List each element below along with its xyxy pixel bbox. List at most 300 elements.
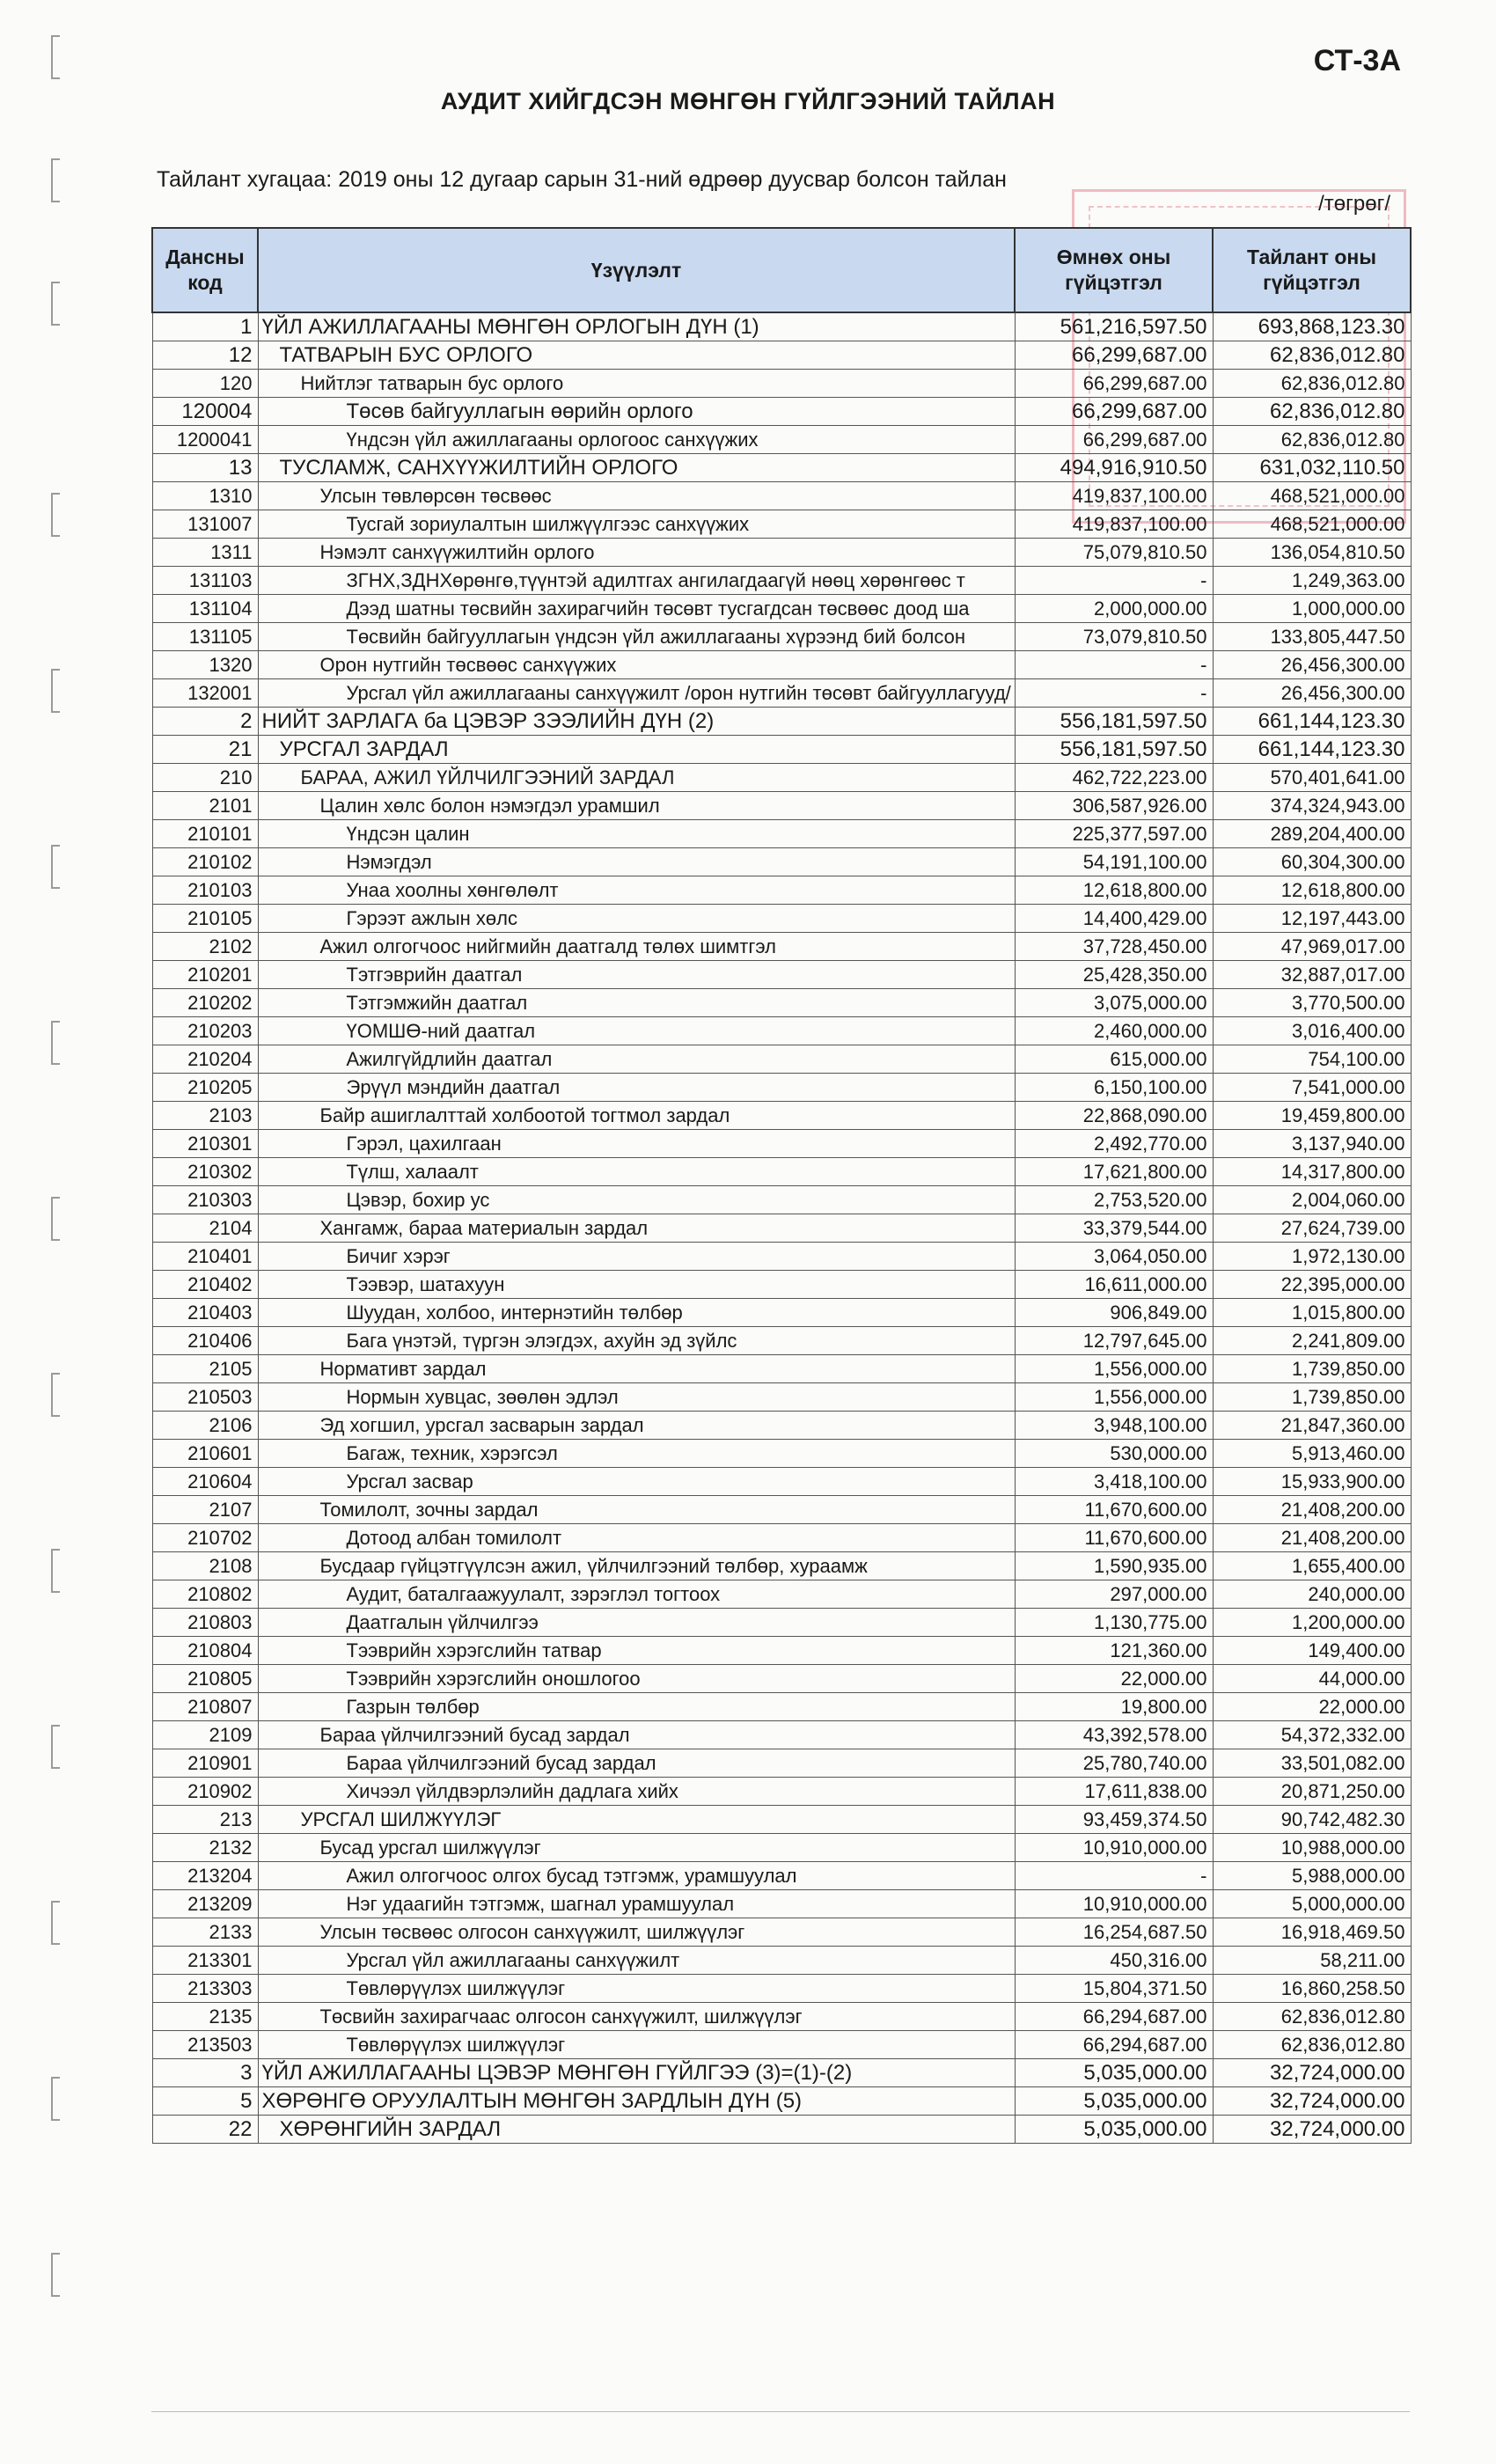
row-name: Ажилгүйдлийн даатгал	[258, 1045, 1015, 1074]
row-name: Төсвийн захирагчаас олгосон санхүүжилт, шилжүүлэг	[258, 2003, 1015, 2031]
row-code: 210101	[152, 820, 258, 848]
row-code: 2105	[152, 1355, 258, 1383]
row-code: 210205	[152, 1074, 258, 1102]
row-name: Тэтгэмжийн даатгал	[258, 989, 1015, 1017]
row-current-value: 1,000,000.00	[1213, 595, 1411, 623]
row-previous-value: 11,670,600.00	[1015, 1496, 1213, 1524]
row-code: 210301	[152, 1130, 258, 1158]
row-current-value: 26,456,300.00	[1213, 651, 1411, 679]
row-code: 2101	[152, 792, 258, 820]
table-header-row	[152, 228, 1411, 312]
row-current-value: 3,770,500.00	[1213, 989, 1411, 1017]
row-code: 210902	[152, 1778, 258, 1806]
table-row	[152, 2031, 1411, 2059]
row-previous-value: 3,064,050.00	[1015, 1243, 1213, 1271]
row-code: 213	[152, 1806, 258, 1834]
table-row	[152, 1749, 1411, 1778]
row-name: Хичээл үйлдвэрлэлийн дадлага хийх	[258, 1778, 1015, 1806]
row-name: Нэмэлт санхүүжилтийн орлого	[258, 539, 1015, 567]
row-name: Дотоод албан томилолт	[258, 1524, 1015, 1552]
row-name: НИЙТ ЗАРЛАГА ба ЦЭВЭР ЗЭЭЛИЙН ДҮН (2)	[258, 708, 1015, 736]
row-name: БАРАА, АЖИЛ ҮЙЛЧИЛГЭЭНИЙ ЗАРДАЛ	[258, 764, 1015, 792]
row-previous-value: 556,181,597.50	[1015, 708, 1213, 736]
currency-unit: /төгрөг/	[1318, 192, 1390, 216]
row-name: Орон нутгийн төсвөөс санхүүжих	[258, 651, 1015, 679]
row-code: 2108	[152, 1552, 258, 1580]
row-name: УРСГАЛ ШИЛЖҮҮЛЭГ	[258, 1806, 1015, 1834]
row-name: Гэрэл, цахилгаан	[258, 1130, 1015, 1158]
row-previous-value: 15,804,371.50	[1015, 1975, 1213, 2003]
row-name: Бичиг хэрэг	[258, 1243, 1015, 1271]
row-name: Газрын төлбөр	[258, 1693, 1015, 1721]
table-row	[152, 1327, 1411, 1355]
table-row	[152, 1778, 1411, 1806]
row-current-value: 133,805,447.50	[1213, 623, 1411, 651]
table-row	[152, 1017, 1411, 1045]
table-row	[152, 1580, 1411, 1609]
row-previous-value: 419,837,100.00	[1015, 510, 1213, 539]
row-code: 210105	[152, 905, 258, 933]
table-row	[152, 1693, 1411, 1721]
row-code: 2135	[152, 2003, 258, 2031]
row-previous-value: 225,377,597.00	[1015, 820, 1213, 848]
row-previous-value: 494,916,910.50	[1015, 454, 1213, 482]
table-row	[152, 1440, 1411, 1468]
row-name: Үндсэн үйл ажиллагааны орлогоос санхүүжих	[258, 426, 1015, 454]
row-previous-value: 1,556,000.00	[1015, 1383, 1213, 1412]
row-code: 131103	[152, 567, 258, 595]
row-previous-value: 3,075,000.00	[1015, 989, 1213, 1017]
table-row	[152, 1355, 1411, 1383]
row-current-value: 661,144,123.30	[1213, 736, 1411, 764]
row-current-value: 26,456,300.00	[1213, 679, 1411, 708]
row-previous-value: 93,459,374.50	[1015, 1806, 1213, 1834]
row-current-value: 32,724,000.00	[1213, 2087, 1411, 2116]
row-previous-value: -	[1015, 567, 1213, 595]
row-name: Бусад урсгал шилжүүлэг	[258, 1834, 1015, 1862]
row-current-value: 3,137,940.00	[1213, 1130, 1411, 1158]
row-name: Цалин хөлс болон нэмэгдэл урамшил	[258, 792, 1015, 820]
row-previous-value: 12,797,645.00	[1015, 1327, 1213, 1355]
row-previous-value: -	[1015, 679, 1213, 708]
row-previous-value: 66,299,687.00	[1015, 341, 1213, 370]
table-row	[152, 708, 1411, 736]
row-code: 1311	[152, 539, 258, 567]
table-row	[152, 1214, 1411, 1243]
row-code: 1310	[152, 482, 258, 510]
row-name: ҮЙЛ АЖИЛЛАГААНЫ ЦЭВЭР МӨНГӨН ГҮЙЛГЭЭ (3)=(1)-(2)	[258, 2059, 1015, 2087]
row-name: Бага үнэтэй, түргэн элэгдэх, ахуйн эд зүйлс	[258, 1327, 1015, 1355]
row-code: 2	[152, 708, 258, 736]
col-header-current-year: Тайлант оны гүйцэтгэл	[1213, 228, 1411, 312]
row-previous-value: 3,948,100.00	[1015, 1412, 1213, 1440]
row-current-value: 1,739,850.00	[1213, 1355, 1411, 1383]
row-previous-value: 22,000.00	[1015, 1665, 1213, 1693]
table-row	[152, 961, 1411, 989]
row-code: 132001	[152, 679, 258, 708]
row-current-value: 22,000.00	[1213, 1693, 1411, 1721]
row-current-value: 5,000,000.00	[1213, 1890, 1411, 1918]
table-row	[152, 1890, 1411, 1918]
table-row	[152, 1412, 1411, 1440]
row-current-value: 136,054,810.50	[1213, 539, 1411, 567]
row-code: 210204	[152, 1045, 258, 1074]
row-previous-value: 22,868,090.00	[1015, 1102, 1213, 1130]
table-row	[152, 933, 1411, 961]
row-current-value: 60,304,300.00	[1213, 848, 1411, 876]
table-row	[152, 482, 1411, 510]
row-current-value: 62,836,012.80	[1213, 398, 1411, 426]
row-previous-value: 25,428,350.00	[1015, 961, 1213, 989]
row-current-value: 62,836,012.80	[1213, 341, 1411, 370]
row-code: 120	[152, 370, 258, 398]
row-code: 1320	[152, 651, 258, 679]
table-row	[152, 398, 1411, 426]
row-previous-value: 14,400,429.00	[1015, 905, 1213, 933]
row-name: Төвлөрүүлэх шилжүүлэг	[258, 2031, 1015, 2059]
row-previous-value: 66,294,687.00	[1015, 2031, 1213, 2059]
table-row	[152, 1074, 1411, 1102]
report-period: Тайлант хугацаа: 2019 оны 12 дугаар сарын 31-ний өдрөөр дуусвар болсон тайлан	[157, 167, 1007, 192]
row-previous-value: 1,556,000.00	[1015, 1355, 1213, 1383]
row-current-value: 16,918,469.50	[1213, 1918, 1411, 1947]
table-row	[152, 623, 1411, 651]
row-name: УРСГАЛ ЗАРДАЛ	[258, 736, 1015, 764]
row-name: Тээврийн хэрэгслийн татвар	[258, 1637, 1015, 1665]
row-name: Тусгай зориулалтын шилжүүлгээс санхүүжих	[258, 510, 1015, 539]
row-previous-value: 16,254,687.50	[1015, 1918, 1213, 1947]
row-name: ТАТВАРЫН БУС ОРЛОГО	[258, 341, 1015, 370]
row-code: 3	[152, 2059, 258, 2087]
row-previous-value: 11,670,600.00	[1015, 1524, 1213, 1552]
row-previous-value: 66,299,687.00	[1015, 370, 1213, 398]
table-row	[152, 1496, 1411, 1524]
cash-flow-table	[151, 227, 1412, 2144]
row-current-value: 149,400.00	[1213, 1637, 1411, 1665]
row-previous-value: 33,379,544.00	[1015, 1214, 1213, 1243]
row-current-value: 289,204,400.00	[1213, 820, 1411, 848]
row-name: ЗГНХ,ЗДНХөрөнгө,түүнтэй адилтгах ангилагдаагүй нөөц хөрөнгөөс т	[258, 567, 1015, 595]
row-previous-value: 19,800.00	[1015, 1693, 1213, 1721]
row-code: 131007	[152, 510, 258, 539]
row-name: Даатгалын үйлчилгээ	[258, 1609, 1015, 1637]
row-current-value: 468,521,000.00	[1213, 482, 1411, 510]
row-name: Томилолт, зочны зардал	[258, 1496, 1015, 1524]
row-current-value: 3,016,400.00	[1213, 1017, 1411, 1045]
table-row	[152, 792, 1411, 820]
row-previous-value: 43,392,578.00	[1015, 1721, 1213, 1749]
row-current-value: 1,739,850.00	[1213, 1383, 1411, 1412]
table-row	[152, 764, 1411, 792]
row-code: 131104	[152, 595, 258, 623]
row-previous-value: 1,130,775.00	[1015, 1609, 1213, 1637]
row-name: Төсөв байгууллагын өөрийн орлого	[258, 398, 1015, 426]
row-code: 2133	[152, 1918, 258, 1947]
row-name: Тээврийн хэрэгслийн оношлогоо	[258, 1665, 1015, 1693]
table-row	[152, 1862, 1411, 1890]
row-current-value: 16,860,258.50	[1213, 1975, 1411, 2003]
row-current-value: 1,200,000.00	[1213, 1609, 1411, 1637]
table-row	[152, 1834, 1411, 1862]
row-code: 210805	[152, 1665, 258, 1693]
row-previous-value: 10,910,000.00	[1015, 1834, 1213, 1862]
row-previous-value: 1,590,935.00	[1015, 1552, 1213, 1580]
row-name: Нэмэгдэл	[258, 848, 1015, 876]
row-previous-value: 561,216,597.50	[1015, 312, 1213, 341]
row-current-value: 1,972,130.00	[1213, 1243, 1411, 1271]
report-title: АУДИТ ХИЙГДСЭН МӨНГӨН ГҮЙЛГЭЭНИЙ ТАЙЛАН	[440, 88, 1056, 114]
row-current-value: 12,197,443.00	[1213, 905, 1411, 933]
row-current-value: 2,241,809.00	[1213, 1327, 1411, 1355]
row-code: 210601	[152, 1440, 258, 1468]
row-name: Бараа үйлчилгээний бусад зардал	[258, 1749, 1015, 1778]
row-code: 210901	[152, 1749, 258, 1778]
row-name: Ажил олгогчоос олгох бусад тэтгэмж, урамшуулал	[258, 1862, 1015, 1890]
table-row	[152, 1947, 1411, 1975]
table-row	[152, 1918, 1411, 1947]
table-row	[152, 1524, 1411, 1552]
row-current-value: 20,871,250.00	[1213, 1778, 1411, 1806]
table-row	[152, 1271, 1411, 1299]
row-previous-value: 3,418,100.00	[1015, 1468, 1213, 1496]
table-row	[152, 1975, 1411, 2003]
table-row	[152, 567, 1411, 595]
row-previous-value: 66,294,687.00	[1015, 2003, 1213, 2031]
row-current-value: 90,742,482.30	[1213, 1806, 1411, 1834]
row-current-value: 1,015,800.00	[1213, 1299, 1411, 1327]
table-row	[152, 312, 1411, 341]
table-row	[152, 2116, 1411, 2144]
row-current-value: 62,836,012.80	[1213, 2031, 1411, 2059]
row-code: 1	[152, 312, 258, 341]
row-code: 210503	[152, 1383, 258, 1412]
table-row	[152, 1186, 1411, 1214]
row-name: Төсвийн байгууллагын үндсэн үйл ажиллагааны хүрээнд бий болсон	[258, 623, 1015, 651]
row-current-value: 570,401,641.00	[1213, 764, 1411, 792]
row-current-value: 27,624,739.00	[1213, 1214, 1411, 1243]
row-name: Шуудан, холбоо, интернэтийн төлбөр	[258, 1299, 1015, 1327]
table-row	[152, 1102, 1411, 1130]
row-name: Цэвэр, бохир ус	[258, 1186, 1015, 1214]
page-bottom-edge	[151, 2411, 1410, 2447]
row-current-value: 62,836,012.80	[1213, 370, 1411, 398]
row-current-value: 14,317,800.00	[1213, 1158, 1411, 1186]
row-name: Үндсэн цалин	[258, 820, 1015, 848]
table-row	[152, 651, 1411, 679]
row-current-value: 58,211.00	[1213, 1947, 1411, 1975]
row-current-value: 12,618,800.00	[1213, 876, 1411, 905]
row-current-value: 693,868,123.30	[1213, 312, 1411, 341]
row-current-value: 10,988,000.00	[1213, 1834, 1411, 1862]
binder-holes	[0, 0, 70, 2464]
row-previous-value: 297,000.00	[1015, 1580, 1213, 1609]
row-name: Урсгал үйл ажиллагааны санхүүжилт /орон нутгийн төсөвт байгууллагууд/	[258, 679, 1015, 708]
row-name: Ажил олгогчоос нийгмийн даатгалд төлөх шимтгэл	[258, 933, 1015, 961]
row-code: 210302	[152, 1158, 258, 1186]
row-code: 13	[152, 454, 258, 482]
row-name: Бусдаар гүйцэтгүүлсэн ажил, үйлчилгээний төлбөр, хураамж	[258, 1552, 1015, 1580]
row-code: 210702	[152, 1524, 258, 1552]
row-name: ХӨРӨНГӨ ОРУУЛАЛТЫН МӨНГӨН ЗАРДЛЫН ДҮН (5)	[258, 2087, 1015, 2116]
row-current-value: 44,000.00	[1213, 1665, 1411, 1693]
table-row	[152, 1468, 1411, 1496]
row-previous-value: -	[1015, 651, 1213, 679]
row-name: Хангамж, бараа материалын зардал	[258, 1214, 1015, 1243]
table-row	[152, 1158, 1411, 1186]
table-row	[152, 1721, 1411, 1749]
row-previous-value: 450,316.00	[1015, 1947, 1213, 1975]
row-code: 210303	[152, 1186, 258, 1214]
row-current-value: 5,913,460.00	[1213, 1440, 1411, 1468]
row-code: 210202	[152, 989, 258, 1017]
row-code: 2102	[152, 933, 258, 961]
row-name: Нийтлэг татварын бус орлого	[258, 370, 1015, 398]
row-previous-value: 37,728,450.00	[1015, 933, 1213, 961]
row-code: 210803	[152, 1609, 258, 1637]
row-code: 210802	[152, 1580, 258, 1609]
row-code: 210406	[152, 1327, 258, 1355]
table-row	[152, 341, 1411, 370]
row-name: ТУСЛАМЖ, САНХҮҮЖИЛТИЙН ОРЛОГО	[258, 454, 1015, 482]
row-code: 2109	[152, 1721, 258, 1749]
table-row	[152, 2003, 1411, 2031]
row-code: 210804	[152, 1637, 258, 1665]
row-name: Төвлөрүүлэх шилжүүлэг	[258, 1975, 1015, 2003]
row-current-value: 19,459,800.00	[1213, 1102, 1411, 1130]
row-previous-value: 556,181,597.50	[1015, 736, 1213, 764]
row-name: Дээд шатны төсвийн захирагчийн төсөвт тусгагдсан төсвөөс доод ша	[258, 595, 1015, 623]
row-name: Урсгал үйл ажиллагааны санхүүжилт	[258, 1947, 1015, 1975]
row-code: 213209	[152, 1890, 258, 1918]
col-header-code: Дансны код	[152, 228, 258, 312]
row-name: Тээвэр, шатахуун	[258, 1271, 1015, 1299]
row-current-value: 21,408,200.00	[1213, 1496, 1411, 1524]
row-current-value: 62,836,012.80	[1213, 2003, 1411, 2031]
row-name: Эд хогшил, урсгал засварын зардал	[258, 1412, 1015, 1440]
row-current-value: 47,969,017.00	[1213, 933, 1411, 961]
row-name: Унаа хоолны хөнгөлөлт	[258, 876, 1015, 905]
row-previous-value: 12,618,800.00	[1015, 876, 1213, 905]
table-row	[152, 2059, 1411, 2087]
row-previous-value: 462,722,223.00	[1015, 764, 1213, 792]
row-current-value: 240,000.00	[1213, 1580, 1411, 1609]
row-code: 210807	[152, 1693, 258, 1721]
row-previous-value: 2,460,000.00	[1015, 1017, 1213, 1045]
row-code: 210201	[152, 961, 258, 989]
row-previous-value: 17,611,838.00	[1015, 1778, 1213, 1806]
col-header-previous-year: Өмнөх оны гүйцэтгэл	[1015, 228, 1213, 312]
row-code: 210604	[152, 1468, 258, 1496]
row-previous-value: 66,299,687.00	[1015, 426, 1213, 454]
table-row	[152, 679, 1411, 708]
row-name: Улсын төсвөөс олгосон санхүүжилт, шилжүүлэг	[258, 1918, 1015, 1947]
row-previous-value: 906,849.00	[1015, 1299, 1213, 1327]
row-previous-value: 615,000.00	[1015, 1045, 1213, 1074]
row-name: Түлш, халаалт	[258, 1158, 1015, 1186]
table-row	[152, 876, 1411, 905]
row-code: 210103	[152, 876, 258, 905]
row-code: 210	[152, 764, 258, 792]
row-previous-value: 25,780,740.00	[1015, 1749, 1213, 1778]
table-row	[152, 905, 1411, 933]
row-name: Аудит, баталгаажуулалт, зэрэглэл тогтоох	[258, 1580, 1015, 1609]
row-code: 213303	[152, 1975, 258, 2003]
row-previous-value: 6,150,100.00	[1015, 1074, 1213, 1102]
row-code: 120004	[152, 398, 258, 426]
row-previous-value: 73,079,810.50	[1015, 623, 1213, 651]
row-name: ҮЙЛ АЖИЛЛАГААНЫ МӨНГӨН ОРЛОГЫН ДҮН (1)	[258, 312, 1015, 341]
row-code: 210403	[152, 1299, 258, 1327]
table-row	[152, 1383, 1411, 1412]
row-code: 5	[152, 2087, 258, 2116]
row-code: 2106	[152, 1412, 258, 1440]
row-current-value: 5,988,000.00	[1213, 1862, 1411, 1890]
row-current-value: 21,847,360.00	[1213, 1412, 1411, 1440]
row-previous-value: 5,035,000.00	[1015, 2087, 1213, 2116]
row-current-value: 32,724,000.00	[1213, 2059, 1411, 2087]
col-header-indicator: Үзүүлэлт	[258, 228, 1015, 312]
table-row	[152, 1243, 1411, 1271]
table-row	[152, 426, 1411, 454]
table-row	[152, 1552, 1411, 1580]
table-row	[152, 1609, 1411, 1637]
table-row	[152, 736, 1411, 764]
table-row	[152, 1299, 1411, 1327]
row-previous-value: 121,360.00	[1015, 1637, 1213, 1665]
table-row	[152, 1045, 1411, 1074]
row-previous-value: 5,035,000.00	[1015, 2116, 1213, 2144]
table-row	[152, 1637, 1411, 1665]
row-code: 1200041	[152, 426, 258, 454]
table-row	[152, 454, 1411, 482]
row-previous-value: 54,191,100.00	[1015, 848, 1213, 876]
row-code: 210402	[152, 1271, 258, 1299]
row-current-value: 1,249,363.00	[1213, 567, 1411, 595]
table-row	[152, 510, 1411, 539]
row-current-value: 33,501,082.00	[1213, 1749, 1411, 1778]
row-current-value: 2,004,060.00	[1213, 1186, 1411, 1214]
row-current-value: 631,032,110.50	[1213, 454, 1411, 482]
row-name: Нэг удаагийн тэтгэмж, шагнал урамшуулал	[258, 1890, 1015, 1918]
row-previous-value: 10,910,000.00	[1015, 1890, 1213, 1918]
row-name: Байр ашиглалттай холбоотой тогтмол зардал	[258, 1102, 1015, 1130]
row-previous-value: 2,753,520.00	[1015, 1186, 1213, 1214]
row-code: 213503	[152, 2031, 258, 2059]
document-code: СТ-3А	[1313, 44, 1401, 77]
row-previous-value: 17,621,800.00	[1015, 1158, 1213, 1186]
row-code: 2132	[152, 1834, 258, 1862]
row-previous-value: 5,035,000.00	[1015, 2059, 1213, 2087]
row-current-value: 21,408,200.00	[1213, 1524, 1411, 1552]
table-row	[152, 595, 1411, 623]
row-code: 21	[152, 736, 258, 764]
row-previous-value: 306,587,926.00	[1015, 792, 1213, 820]
row-code: 210102	[152, 848, 258, 876]
row-previous-value: 419,837,100.00	[1015, 482, 1213, 510]
table-row	[152, 2087, 1411, 2116]
row-code: 210401	[152, 1243, 258, 1271]
row-code: 213301	[152, 1947, 258, 1975]
table-row	[152, 370, 1411, 398]
row-name: Урсгал засвар	[258, 1468, 1015, 1496]
row-code: 22	[152, 2116, 258, 2144]
row-previous-value: 66,299,687.00	[1015, 398, 1213, 426]
row-current-value: 661,144,123.30	[1213, 708, 1411, 736]
row-current-value: 62,836,012.80	[1213, 426, 1411, 454]
row-current-value: 1,655,400.00	[1213, 1552, 1411, 1580]
row-current-value: 374,324,943.00	[1213, 792, 1411, 820]
row-name: Тэтгэврийн даатгал	[258, 961, 1015, 989]
